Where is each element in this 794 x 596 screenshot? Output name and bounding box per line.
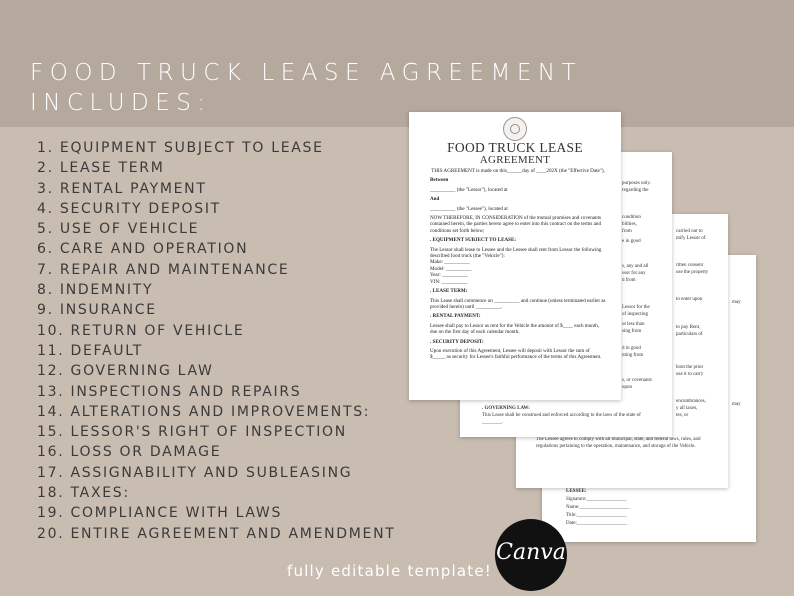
title-line: Title:____________________ xyxy=(566,513,627,518)
page-fragment: bilities, xyxy=(622,222,637,227)
section-heading: . LEASE TERM: xyxy=(430,288,468,295)
signature-line: Signature:________________ xyxy=(566,497,627,502)
section-heading: . RENTAL PAYMENT: xyxy=(430,313,481,320)
list-item: 15. LESSOR'S RIGHT OF INSPECTION xyxy=(37,424,347,441)
list-item: 6. CARE AND OPERATION xyxy=(37,241,249,258)
page-fragment: particulars of xyxy=(676,332,703,337)
lessor-line: __________ (the "Lessor"), located at xyxy=(430,186,508,193)
document-title xyxy=(409,141,621,167)
list-item: 18. TAXES: xyxy=(37,485,130,502)
page-fragment: nting from xyxy=(622,353,644,358)
document-title-line-2: AGREEMENT xyxy=(479,154,551,166)
page-fragment: may xyxy=(732,300,741,305)
page-fragment: s, any and all xyxy=(622,264,649,269)
page-fragment: may xyxy=(732,402,741,407)
list-item: 20. ENTIRE AGREEMENT AND AMENDMENT xyxy=(37,525,396,542)
page-fragment: tes, or xyxy=(676,413,689,418)
list-item: 9. INSURANCE xyxy=(37,302,157,319)
canva-badge xyxy=(495,519,567,591)
list-item: 12. GOVERNING LAW xyxy=(37,363,214,380)
document-title-line-1: FOOD TRUCK LEASE xyxy=(447,140,583,155)
page-fragment: y all taxes, xyxy=(676,406,698,411)
list-item: 16. LOSS OR DAMAGE xyxy=(37,444,222,461)
page-fragment: condition xyxy=(622,215,641,220)
lessee-label: LESSEE: xyxy=(566,489,587,494)
page-fragment: ot less than xyxy=(622,322,645,327)
page-fragment: use the property xyxy=(676,270,709,275)
headline-line-1: FOOD TRUCK LEASE AGREEMENT xyxy=(30,60,583,86)
governing-law-heading: . GOVERNING LAW: xyxy=(482,406,530,411)
document-page-front xyxy=(409,112,621,400)
tagline: fully editable template! xyxy=(287,562,492,580)
list-item: 5. USE OF VEHICLE xyxy=(37,221,200,238)
section-text: This Lease shall commence on __________ and continue (unless terminated earlier as provided herein) until __________. xyxy=(430,297,606,310)
section-text: Upon execution of this Agreement, Lessee will deposit with Lessor the sum of $_____ as security for Lessee's faithful performance of the terms of this Agreement. xyxy=(430,347,602,361)
list-item: 17. ASSIGNABILITY AND SUBLEASING xyxy=(37,464,353,481)
consideration-text: NOW THEREFORE, IN CONSIDERATION of the mutual promises and covenants contained herein, the parties hereto agree to enter into this contract on the terms and conditions set forth below; xyxy=(430,215,601,234)
page-fragment: from xyxy=(622,229,632,234)
page-fragment: ntify Lessor of xyxy=(676,236,706,241)
logo-icon xyxy=(503,117,527,141)
page-fragment: d from xyxy=(622,278,636,283)
list-item: 19. COMPLIANCE WITH LAWS xyxy=(37,505,283,522)
list-item: 4. SECURITY DEPOSIT xyxy=(37,200,221,217)
list-item: 2. LEASE TERM xyxy=(37,160,165,177)
page-fragment: encumbrances, xyxy=(676,399,706,404)
governing-law-text: This Lease shall be construed and enforced according to the laws of the state of ________. xyxy=(482,413,641,425)
section-text: Lessee shall pay to Lessor as rent for the Vehicle the amount of $____ each month, due on the first day of each calendar month. xyxy=(430,322,600,336)
lessee-line: __________ (the "Lessee"), located at xyxy=(430,205,508,212)
page-fragment: of inspecting xyxy=(622,312,648,317)
page-fragment: purposes only. xyxy=(622,181,651,186)
page-fragment: ssor for any xyxy=(622,271,646,276)
year-field: Year: __________ xyxy=(430,272,468,279)
headline xyxy=(30,58,582,118)
page-fragment: to enter upon xyxy=(676,297,703,302)
between-label: Between xyxy=(430,177,449,184)
list-item: 13. INSPECTIONS AND REPAIRS xyxy=(37,383,302,400)
make-field: Make: __________ xyxy=(430,259,470,266)
page-fragment: upon xyxy=(622,385,632,390)
list-item: 11. DEFAULT xyxy=(37,342,144,359)
and-label: And xyxy=(430,196,440,203)
headline-line-2: INCLUDES: xyxy=(30,90,212,116)
list-item: 10. RETURN OF VEHICLE xyxy=(37,322,245,339)
list-item: 8. INDEMNITY xyxy=(37,282,154,299)
includes-list xyxy=(37,138,396,544)
canva-logo-text: Canva xyxy=(496,540,566,565)
page-fragment: use it to carry xyxy=(676,372,704,377)
document-body xyxy=(430,168,606,364)
page-fragment: ritten consent xyxy=(676,263,704,268)
page-fragment: sing from xyxy=(622,329,642,334)
list-item: 7. REPAIR AND MAINTENANCE xyxy=(37,261,290,278)
section-heading: . EQUIPMENT SUBJECT TO LEASE: xyxy=(430,237,517,244)
page-fragment: bout the prior xyxy=(676,365,704,370)
section-heading: . SECURITY DEPOSIT: xyxy=(430,338,484,345)
page-fragment: regarding the xyxy=(622,188,649,193)
compliance-text: The Lessee agrees to comply with all municipal, state, and federal laws, rules, and regulations pertaining to the operation, maintenance, and storage of the Vehicle. xyxy=(536,437,701,449)
vin-field: VIN: __________ xyxy=(430,278,468,285)
model-field: Model: __________ xyxy=(430,265,472,272)
name-line: Name:____________________ xyxy=(566,505,630,510)
page-fragment: s, or covenants xyxy=(622,378,652,383)
list-item: 14. ALTERATIONS AND IMPROVEMENTS: xyxy=(37,403,371,420)
section-text: The Lessor shall lease to Lessee and the Lessee shall rent from Lessor the following described food truck (the "Vehicle"): xyxy=(430,246,602,260)
page-fragment: carried out to xyxy=(676,229,703,234)
list-item: 3. RENTAL PAYMENT xyxy=(37,180,207,197)
date-line: Date:____________________ xyxy=(566,521,627,526)
page-fragment: Lessor for the xyxy=(622,305,650,310)
list-item: 1. EQUIPMENT SUBJECT TO LEASE xyxy=(37,140,324,156)
page-fragment: d in good xyxy=(622,346,641,351)
page-fragment: e in good xyxy=(622,239,641,244)
page-fragment: to pay Rent, xyxy=(676,325,701,330)
intro-text: THIS AGREEMENT is made on this______day of ____202X (the "Effective Date"), xyxy=(431,168,605,174)
